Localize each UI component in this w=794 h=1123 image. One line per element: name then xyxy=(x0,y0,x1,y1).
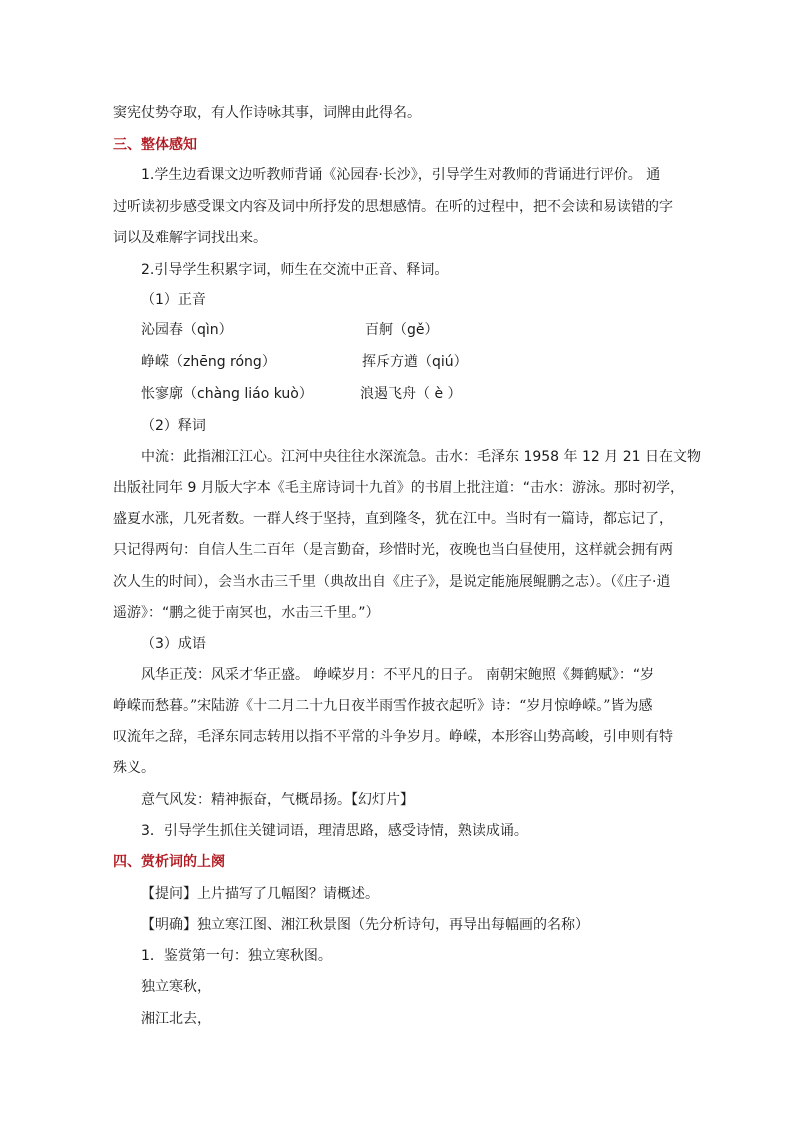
text-line: 【明确】独立寒江图、湘江秋景图（先分析诗句，再导出每幅画的名称） xyxy=(141,917,589,933)
pinyin-item: 沁园春（qìn） xyxy=(141,322,233,338)
pinyin-item: 怅寥廓（chàng liáo kuò） xyxy=(141,386,313,402)
pinyin-item: 挥斥方遒（qiú） xyxy=(362,354,468,370)
text-line: 词以及难解字词找出来。 xyxy=(113,230,267,246)
subheading: （2）释词 xyxy=(141,418,206,434)
text-line: 1．鉴赏第一句：独立寒秋图。 xyxy=(141,948,332,964)
text-line: 【提问】上片描写了几幅图？请概述。 xyxy=(141,886,379,902)
pinyin-item: 浪遏飞舟（ è ） xyxy=(360,386,462,402)
text-line: 殊义。 xyxy=(113,760,155,776)
text-line: 风华正茂：风采才华正盛。 峥嵘岁月：不平凡的日子。 南朝宋鲍照《舞鹤赋》：“岁 xyxy=(141,667,655,683)
text-line: 峥嵘而愁暮。”宋陆游《十二月二十九日夜半雨雪作披衣起听》诗：“岁月惊峥嵘。”皆为感 xyxy=(113,698,653,714)
text-line: 窦宪仗势夺取，有人作诗咏其事，词牌由此得名。 xyxy=(113,105,421,121)
subheading: （1）正音 xyxy=(141,292,206,308)
text-line: 只记得两句：自信人生二百年（是言勤奋，珍惜时光，夜晚也当白昼使用，这样就会拥有两 xyxy=(113,542,673,558)
subheading: （3）成语 xyxy=(141,636,206,652)
section-heading-3: 三、整体感知 xyxy=(113,137,197,153)
section-heading-4: 四、赏析词的上阕 xyxy=(113,854,225,870)
text-line: 遥游》：“鹏之徙于南冥也，水击三千里。”） xyxy=(113,605,380,621)
text-line: 过听读初步感受课文内容及词中所抒发的思想感情。在听的过程中，把不会读和易读错的字 xyxy=(113,199,673,215)
text-line: 盛夏水涨，几死者数。一群人终于坚持，直到隆冬，犹在江中。当时有一篇诗，都忘记了， xyxy=(113,511,673,527)
text-line: 出版社同年 9 月版大字本《毛主席诗词十九首》的书眉上批注道：“击水：游泳。那时初学， xyxy=(113,480,685,496)
text-line: 3．引导学生抓住关键词语，理清思路，感受诗情，熟读成诵。 xyxy=(141,823,528,839)
pinyin-item: 峥嵘（zhēng róng） xyxy=(141,354,276,370)
text-line: 2.引导学生积累字词，师生在交流中正音、释词。 xyxy=(141,262,449,278)
text-line: 中流：此指湘江江心。江河中央往往水深流急。击水：毛泽东 1958 年 12 月 21 日在文物 xyxy=(141,449,701,465)
text-line: 湘江北去， xyxy=(141,1011,211,1027)
text-line: 意气风发：精神振奋，气概昂扬。【幻灯片】 xyxy=(141,792,414,808)
text-line: 叹流年之辞，毛泽东同志转用以指不平常的斗争岁月。峥嵘，本形容山势高峻，引申则有特 xyxy=(113,729,673,745)
text-line: 次人生的时间），会当水击三千里（典故出自《庄子》，是说定能施展鲲鹏之志）。（《庄子·逍 xyxy=(113,574,671,590)
text-line: 1.学生边看课文边听教师背诵《沁园春·长沙》，引导学生对教师的背诵进行评价。 通 xyxy=(141,167,661,183)
text-line: 独立寒秋， xyxy=(141,979,211,995)
pinyin-item: 百舸（gě） xyxy=(365,322,439,338)
